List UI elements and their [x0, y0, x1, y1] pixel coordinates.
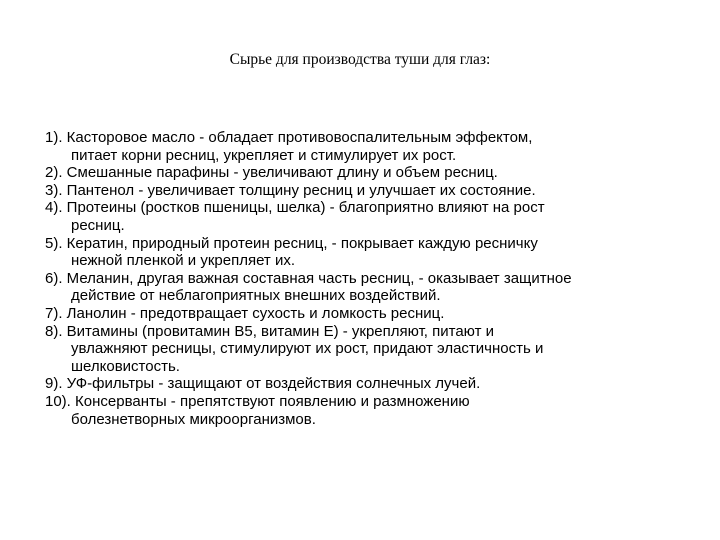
- list-item-line: 6). Меланин, другая важная составная часть ресниц, - оказывает защитное: [45, 269, 572, 287]
- list-item-line: ресниц.: [71, 216, 125, 234]
- list-item-line: 5). Кератин, природный протеин ресниц, - покрывает каждую ресничку: [45, 234, 538, 252]
- list-item-line: болезнетворных микроорганизмов.: [71, 410, 316, 428]
- list-item-line: нежной пленкой и укрепляет их.: [71, 252, 296, 270]
- list-item: [45, 129, 705, 164]
- list-item-line: 3). Пантенол - увеличивает толщину ресниц и улучшает их состояние.: [45, 181, 536, 199]
- list-item: [45, 235, 705, 270]
- list-item: [45, 305, 705, 323]
- list-item-line: 1). Касторовое масло - обладает противовоспалительным эффектом,: [45, 129, 533, 146]
- list-item-line: 8). Витамины (провитамин В5, витамин Е) - укрепляют, питают и: [45, 322, 494, 340]
- list-item-line: увлажняют ресницы, стимулируют их рост, придают эластичность и: [71, 340, 544, 358]
- list-item-line: действие от неблагоприятных внешних воздействий.: [71, 287, 441, 305]
- list-item: [45, 164, 705, 182]
- list-item: [45, 182, 705, 200]
- list-item: [45, 323, 705, 376]
- list-item: [45, 270, 705, 305]
- slide-title: Сырье для производства туши для глаз:: [229, 51, 491, 68]
- list-item-line: 4). Протеины (ростков пшеницы, шелка) - благоприятно влияют на рост: [45, 199, 545, 217]
- list-item-line: 7). Ланолин - предотвращает сухость и ломкость ресниц.: [45, 304, 445, 322]
- list-item: [45, 375, 705, 393]
- list-item: [45, 199, 705, 234]
- list-item-line: 10). Консерванты - препятствуют появлению и размножению: [45, 392, 470, 410]
- list-item-line: шелковистость.: [71, 357, 180, 375]
- ingredient-list: [45, 129, 705, 428]
- list-item: [45, 393, 705, 428]
- list-item-line: 9). УФ-фильтры - защищают от воздействия солнечных лучей.: [45, 375, 481, 393]
- list-item-line: питает корни ресниц, укрепляет и стимулирует их рост.: [71, 146, 457, 164]
- list-item-line: 2). Смешанные парафины - увеличивают длину и объем ресниц.: [45, 164, 498, 182]
